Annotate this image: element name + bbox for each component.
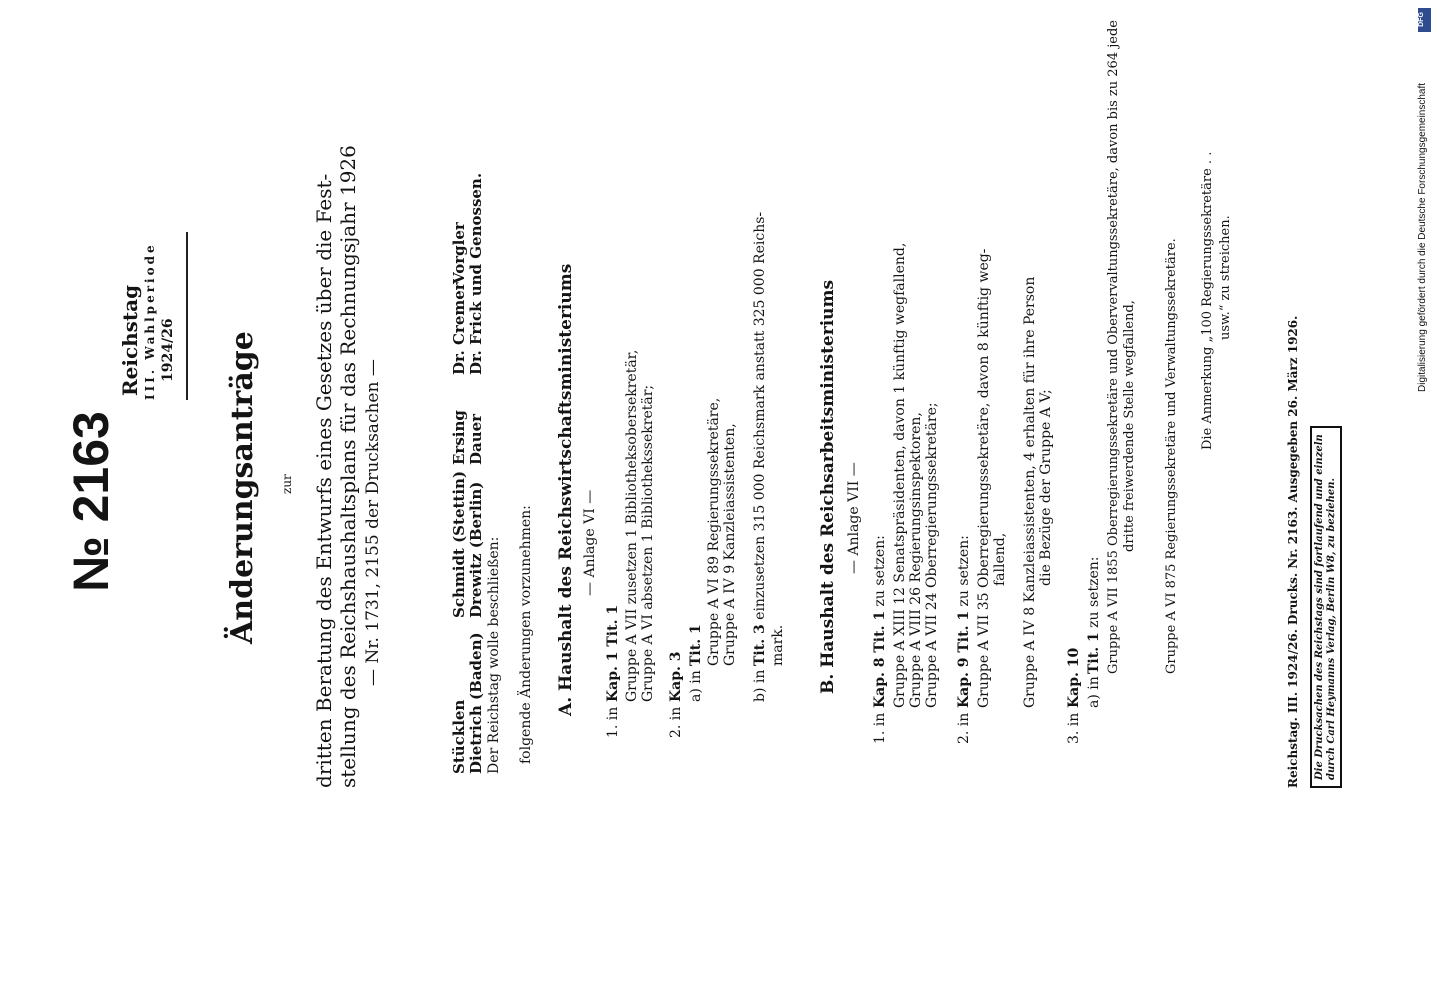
dfg-logo bbox=[1418, 8, 1431, 32]
imprint-line-1: Die Drucksachen des Reichstags sind fortlaufend und einzeln bbox=[1314, 434, 1325, 780]
b-item3a-ref: Tit. 1 bbox=[1086, 632, 1102, 674]
funding-credit: Digitalisierung gefördert durch die Deutsche Forschungsgemeinschaft bbox=[1417, 82, 1428, 392]
b-item3a-line: Gruppe A VII 1855 Oberregierungssekretäre und Obervervaltungssekretäre, davon bis zu 264 jede bbox=[1106, 20, 1121, 674]
b-item1-suffix: zu setzen: bbox=[872, 535, 888, 607]
a-item2a-line: Gruppe A VI 89 Regierungssekretäre, bbox=[706, 397, 722, 666]
a-item2b-text bbox=[752, 212, 768, 666]
a-item2b-label: b) in bbox=[752, 669, 768, 702]
b-item2-head bbox=[956, 535, 972, 708]
b-item3a-line: dritte freiwerdende Stelle wegfallend, bbox=[1122, 300, 1137, 552]
a-item1-line: Gruppe A VI absetzen 1 Bibliothekssekretär; bbox=[640, 384, 656, 702]
a-item1-label: 1. in bbox=[605, 706, 621, 738]
b-item2-line: die Bezüge der Gruppe A V; bbox=[1038, 389, 1054, 586]
signatory: Vorgler bbox=[450, 222, 468, 284]
header-period: III. Wahlperiode bbox=[143, 242, 157, 400]
a-item2a-ref: Tit. 1 bbox=[688, 624, 704, 666]
intro-line-2: stellung des Reichshaushaltsplans für das Rechnungsjahr 1926 bbox=[336, 145, 360, 788]
b-item3-ref: Kap. 10 bbox=[1066, 647, 1082, 708]
b-item1-line: Gruppe A VIII 26 Regierungsinspektoren, bbox=[908, 412, 924, 708]
a-item2b-body: einzusetzen 315 000 Reichsmark anstatt 325 000 Reichs- bbox=[752, 211, 768, 620]
document-title: Änderungsanträge bbox=[225, 331, 260, 644]
footer-line: Reichstag. III. 1924/26. Drucks. Nr. 2163. Ausgegeben 26. März 1926. bbox=[1286, 315, 1300, 788]
b-item3a-line: usw.“ zu streichen. bbox=[1218, 215, 1233, 340]
header-rule bbox=[186, 232, 188, 400]
signatory: Schmidt (Stettin) bbox=[450, 470, 468, 618]
imprint-line-2: durch Carl Heymanns Verlag, Berlin W8, zu beziehen. bbox=[1326, 478, 1337, 780]
b-item2-suffix: zu setzen: bbox=[956, 535, 972, 607]
b-item1-label: 1. in bbox=[872, 712, 888, 744]
b-item1-ref: Kap. 8 Tit. 1 bbox=[872, 610, 888, 708]
a-item2a-label: a) in bbox=[688, 670, 704, 702]
a-item2a-line: Gruppe A IV 9 Kanzleiassistenten, bbox=[722, 423, 738, 666]
section-b-heading: B. Haushalt des Reichsarbeitsministeriums bbox=[818, 279, 838, 694]
signatory: Dietrich (Baden) bbox=[467, 632, 485, 774]
b-item3a-suffix: zu setzen: bbox=[1086, 556, 1102, 628]
imprint-box bbox=[1310, 426, 1342, 788]
a-item2-ref: Kap. 3 bbox=[668, 651, 684, 702]
signatory: Dr. Cremer bbox=[450, 282, 468, 375]
signatory: Dauer bbox=[467, 413, 485, 465]
a-item2-label: 2. in bbox=[668, 706, 684, 738]
header-body: Reichstag bbox=[118, 284, 142, 396]
b-item2-line: fallend, bbox=[992, 532, 1008, 586]
intro-line-3: — Nr. 1731, 2155 der Drucksachen — bbox=[363, 359, 383, 686]
b-item3a-line: Die Anmerkung „100 Regierungssekretäre . . bbox=[1200, 151, 1215, 450]
a-item2b-cont: mark. bbox=[770, 624, 786, 666]
a-item2b-ref: Tit. 3 bbox=[752, 624, 768, 666]
intro-line-1: dritten Beratung des Entwurfs eines Gesetzes über die Fest- bbox=[312, 173, 336, 788]
document-number: № 2163 bbox=[63, 411, 119, 592]
changes-text: folgende Änderungen vorzunehmen: bbox=[518, 505, 534, 764]
b-item3a-label: a) in bbox=[1086, 676, 1102, 708]
section-a-heading: A. Haushalt des Reichswirtschaftsministeriums bbox=[556, 263, 576, 716]
b-item3a-head bbox=[1086, 557, 1102, 675]
signatory: Ersing bbox=[450, 410, 468, 465]
signatory: Dr. Frick und Genossen. bbox=[467, 172, 485, 375]
b-item1-line: Gruppe A VII 24 Oberregierungssekretäre; bbox=[924, 402, 940, 708]
section-b-anlage: — Anlage VII — bbox=[846, 462, 862, 574]
b-item1-head bbox=[872, 535, 888, 708]
section-a-anlage: — Anlage VI — bbox=[582, 489, 598, 596]
b-item2-line: Gruppe A VII 35 Oberregierungssekretäre, davon 8 künftig weg- bbox=[976, 248, 992, 708]
header-years: 1924/26 bbox=[160, 318, 176, 382]
b-item1-line: Gruppe A XIII 12 Senatspräsidenten, davon 1 künftig wegfallend, bbox=[892, 242, 908, 708]
dfg-badge-text: DFG bbox=[1417, 12, 1425, 27]
b-item3-label: 3. in bbox=[1066, 712, 1082, 744]
b-item2-ref: Kap. 9 Tit. 1 bbox=[956, 610, 972, 708]
a-item1-line: Gruppe A VII zusetzen 1 Bibliotheksobersekretär, bbox=[624, 349, 640, 702]
signatory: Stücklen bbox=[450, 699, 468, 774]
a-item1-ref: Kap. 1 Tit. 1 bbox=[605, 604, 621, 702]
b-item2-line: Gruppe A IV 8 Kanzleiassistenten, 4 erhalten für ihre Person bbox=[1022, 276, 1038, 708]
title-connector: zur bbox=[280, 474, 294, 494]
resolution-text: Der Reichstag wolle beschließen: bbox=[486, 536, 502, 774]
b-item3a-line: Gruppe A VI 875 Regierungssekretäre und Verwaltungssekretäre. bbox=[1164, 238, 1179, 674]
signatory: Drewitz (Berlin) bbox=[467, 481, 485, 618]
b-item2-label: 2. in bbox=[956, 712, 972, 744]
